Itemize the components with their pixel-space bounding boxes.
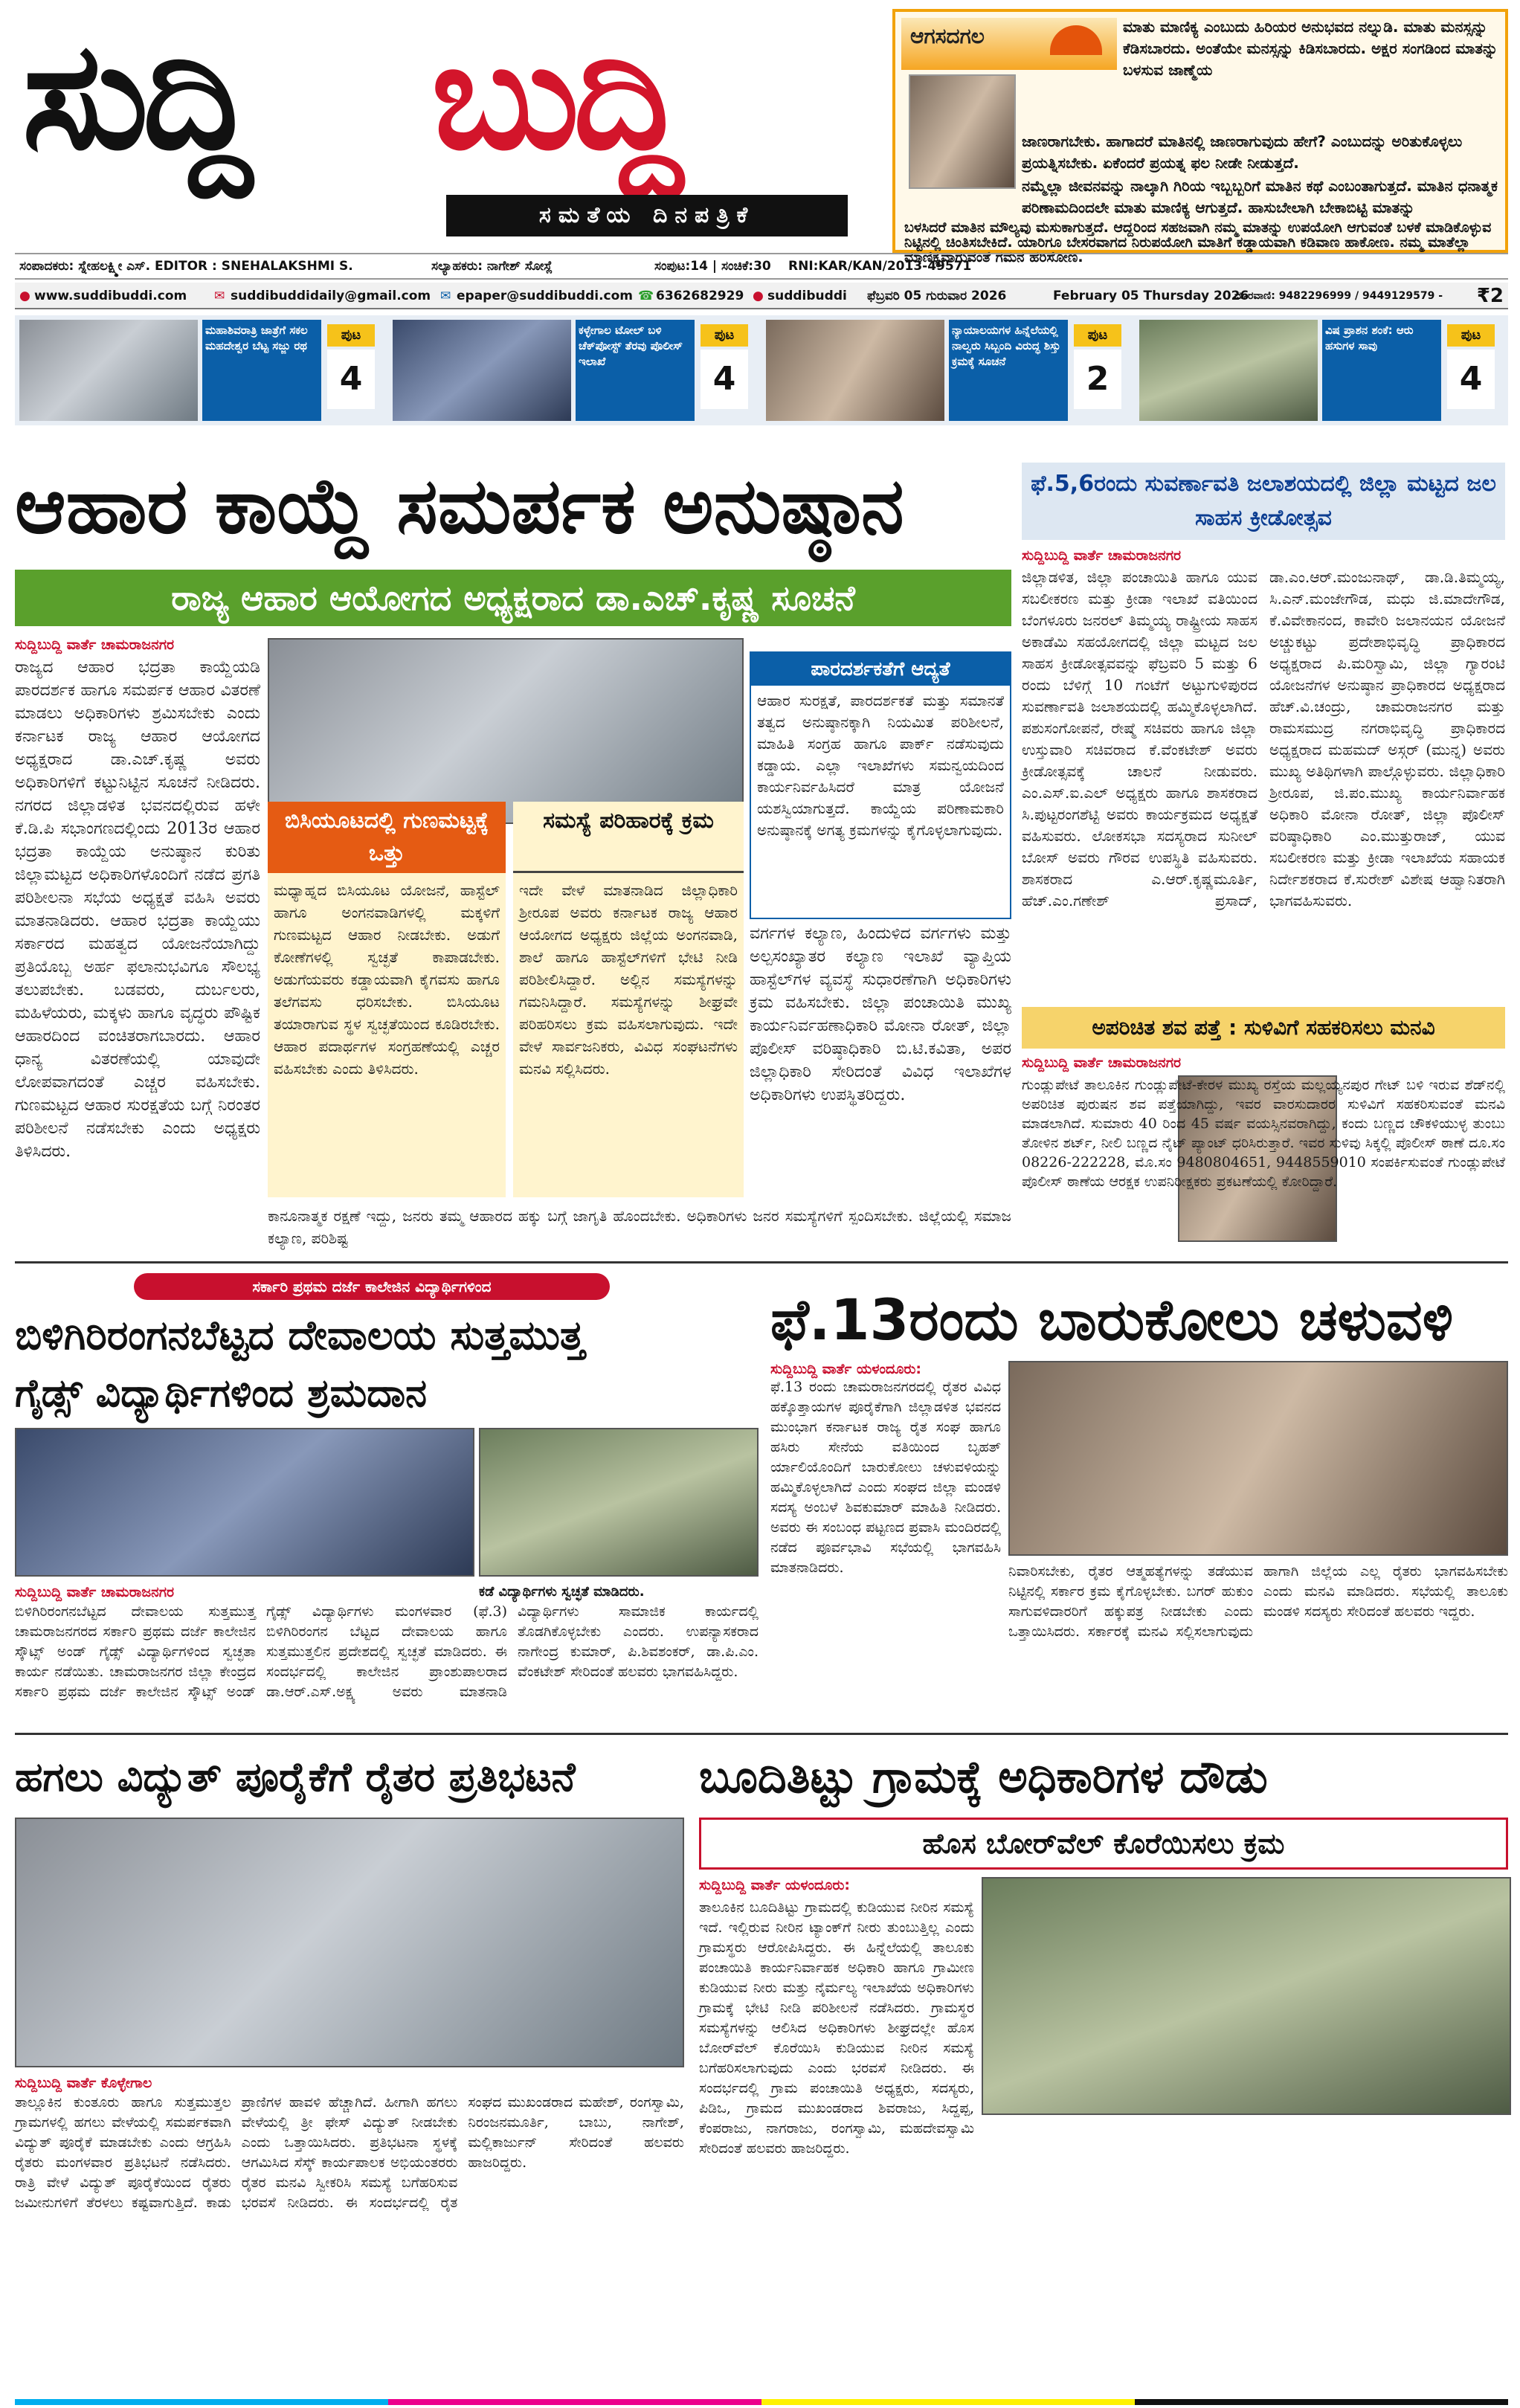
- rally-body-2: ನಿವಾರಿಸಬೇಕು, ರೈತರ ಆತ್ಮಹತ್ಯೆಗಳನ್ನು ತಡೆಯುವ ನಿಟ್ಟಿನಲ್ಲಿ ಸರ್ಕಾರ ಕ್ರಮ ಕೈಗೊಳ್ಳಬೇಕು. ಬಗರ್ ಹುಕುಂ ಸಾಗುವಳಿದಾರರಿಗೆ ಹಕ್ಕುಪತ್ರ ನೀಡಬೇಕು ಎಂದು ಒತ್ತಾಯಿಸಿದರು. ಸರ್ಕಾರಕ್ಕೆ ಮನವಿ ಸಲ್ಲಿಸಲಾಗುವುದು ಹಾಗಾಗಿ ಜಿಲ್ಲೆಯ ಎಲ್ಲ ರೈತರು ಭಾಗವಹಿಸಬೇಕು ಎಂದು ಮನವಿ ಮಾಡಿದರು. ಸಭೆಯಲ್ಲಿ ತಾಲೂಕು ಮಂಡಳಿ ಸದಸ್ಯರು ಸೇರಿದಂತೆ ಹಲವರು ಇದ್ದರು.: [1008, 1563, 1508, 1640]
- problem-box: [513, 802, 744, 1197]
- teaser-card[interactable]: [15, 320, 384, 421]
- unknown-headline: ಅಪರಿಚಿತ ಶವ ಪತ್ತೆ : ಸುಳಿವಿಗೆ ಸಹಕರಿಸಲು ಮನವಿ: [1022, 1007, 1505, 1049]
- thought-text-4: ಬಳಸಿದರೆ ಮಾತಿನ ಮೌಲ್ಯವು ಮಸುಕಾಗುತ್ತದೆ. ಆದ್ದರಿಂದ ಸಹಜವಾಗಿ ನಮ್ಮ ಮಾತನ್ನು ಉಪಯೋಗಿ ಆಗುವಂತೆ ಬಳಕೆ ಮಾಡಿಕೊಳ್ಳುವ ನಿಟ್ಟಿನಲ್ಲಿ ಚಿಂತಿಸಬೇಕಿದೆ. ಯಾರಿಗೂ ಬೇಸರವಾಗದ ನಿರುಪಯೋಗಿ ಮಾತಿಗೆ ಕಡ್ಡಾಯವಾಗಿ ಕಡಿವಾಣ ಹಾಕೋಣ. ನಮ್ಮ ಮಾತೆಲ್ಲಾ ಮಾಣಿಕ್ಯವಾಗುವಂತೆ ಗಮನ ಹರಿಸೋಣ.: [904, 219, 1492, 265]
- phone-icon: ☎: [638, 289, 654, 303]
- teaser-row: [15, 315, 1508, 425]
- date-en: February 05 Thursday 2026: [1053, 289, 1249, 303]
- problem-heading: ಸಮಸ್ಯೆ ಪರಿಹಾರಕ್ಕೆ ಕ್ರಮ: [513, 802, 744, 873]
- biligiri-photo-1: [15, 1428, 474, 1577]
- power-byline: ಸುದ್ದಿಬುದ್ದಿ ವಾರ್ತೆ ಕೊಳ್ಳೇಗಾಲ: [15, 2075, 152, 2091]
- tagline: ಸಮತೆಯ ದಿನಪತ್ರಿಕೆ: [446, 195, 848, 236]
- teaser-page-number: 4: [701, 350, 748, 409]
- thought-banner: [901, 18, 1117, 70]
- sports-headline: ಫೆ.5,6ರಂದು ಸುವರ್ಣಾವತಿ ಜಲಾಶಯದಲ್ಲಿ ಜಿಲ್ಲಾ ಮಟ್ಟದ ಜಲ ಸಾಹಸ ಕ್ರೀಡೋತ್ಸವ: [1022, 463, 1505, 540]
- lead-col-1: [15, 637, 260, 1254]
- lead-byline: ಸುದ್ದಿಬುದ್ದಿ ವಾರ್ತೆ ಚಾಮರಾಜನಗರ: [15, 637, 175, 653]
- section-divider: [15, 1261, 1508, 1263]
- issue-line: ಸಂಪುಟ:14 | ಸಂಚಿಕೆ:30: [654, 259, 771, 274]
- social-handle: suddibuddi: [767, 289, 847, 303]
- website-link[interactable]: www.suddibuddi.com: [34, 289, 187, 303]
- village-headline: ಬೂದಿತಿಟ್ಟು ಗ್ರಾಮಕ್ಕೆ ಅಧಿಕಾರಿಗಳ ದೌಡು: [699, 1751, 1268, 1803]
- teaser-text: ಮಹಾಶಿವರಾತ್ರಿ ಜಾತ್ರೆಗೆ ಸಕಲ ಮಹದೇಶ್ವರ ಬೆಟ್ಟ ಸಜ್ಜು ರಥ: [202, 320, 321, 421]
- lead-tail: ವರ್ಗಗಳ ಕಲ್ಯಾಣ, ಹಿಂದುಳಿದ ವರ್ಗಗಳು ಮತ್ತು ಅಲ್ಪಸಂಖ್ಯಾತರ ಕಲ್ಯಾಣ ಇಲಾಖೆ ವ್ಯಾಪ್ತಿಯ ಹಾಸ್ಟೆಲ್‌ಗಳ ವ್ಯವಸ್ಥೆ ಸುಧಾರಣೆಗಾಗಿ ಅಧಿಕಾರಿಗಳು ಕ್ರಮ ವಹಿಸಬೇಕು. ಜಿಲ್ಲಾ ಪಂಚಾಯಿತಿ ಮುಖ್ಯ ಕಾರ್ಯನಿರ್ವಹಣಾಧಿಕಾರಿ ಮೋನಾ ರೋತ್, ಜಿಲ್ಲಾ ಪೊಲೀಸ್ ವರಿಷ್ಠಾಧಿಕಾರಿ ಬಿ.ಟಿ.ಕವಿತಾ, ಅಪರ ಜಿಲ್ಲಾಧಿಕಾರಿ ಸೇರಿದಂತೆ ವಿವಿಧ ಇಲಾಖೆಗಳ ಅಧಿಕಾರಿಗಳು ಉಪಸ್ಥಿತರಿದ್ದರು.: [750, 924, 1011, 1104]
- village-byline: ಸುದ್ದಿಬುದ್ದಿ ವಾರ್ತೆ ಯಳಂದೂರು:: [699, 1877, 851, 1893]
- editor-line: ಸಂಪಾದಕರು: ಸ್ನೇಹಲಕ್ಷ್ಮೀ ಎಸ್. EDITOR : SNEHALAKSHMI S.: [19, 259, 353, 274]
- transparency-body: ಆಹಾರ ಸುರಕ್ಷತೆ, ಪಾರದರ್ಶಕತೆ ಮತ್ತು ಸಮಾನತೆ ತತ್ವದ ಅನುಷ್ಠಾನಕ್ಕಾಗಿ ನಿಯಮಿತ ಪರಿಶೀಲನೆ, ಮಾಹಿತಿ ಸಂಗ್ರಹ ಹಾಗೂ ಪಾರ್ಕ್ ನಡೆಸುವುದು ಕಡ್ಡಾಯ. ಎಲ್ಲಾ ಇಲಾಖೆಗಳು ಸಮನ್ವಯದಿಂದ ಕಾರ್ಯನಿರ್ವಹಿಸಿದರೆ ಮಾತ್ರ ಯೋಜನೆ ಯಶಸ್ವಿಯಾಗುತ್ತದೆ. ಕಾಯ್ದೆಯ ಪರಿಣಾಮಕಾರಿ ಅನುಷ್ಠಾನಕ್ಕೆ ಅಗತ್ಯ ಕ್ರಮಗಳನ್ನು ಕೈಗೊಳ್ಳಲಾಗುವುದು.: [757, 692, 1004, 839]
- biligiri-story: [15, 1584, 759, 1733]
- teaser-page-label: ಪುಟ: [327, 324, 375, 347]
- rally-photo: [1008, 1361, 1508, 1556]
- teaser-text: ಕಳ್ಳೇಗಾಲ ಟೋಲ್ ಬಳಿ ಚೆಕ್‌ಪೋಸ್ಟ್ ತೆರವು ಪೊಲೀಸ್ ಇಲಾಖೆ: [576, 320, 695, 421]
- lead-headline: ಆಹಾರ ಕಾಯ್ದೆ ಸಮರ್ಪಕ ಅನುಷ್ಠಾನ: [15, 460, 904, 551]
- biligiri-photo-2: [479, 1428, 759, 1577]
- globe-icon: ●: [19, 289, 30, 303]
- print-color-bar: [15, 2399, 1508, 2405]
- village-story: [699, 1877, 1508, 2395]
- unknown-byline: ಸುದ್ದಿಬುದ್ದಿ ವಾರ್ತೆ ಚಾಮರಾಜನಗರ: [1022, 1055, 1182, 1071]
- biligiri-body: ಬಿಳಿಗಿರಿರಂಗನಬೆಟ್ಟದ ದೇವಾಲಯ ಸುತ್ತಮುತ್ತ ಚಾಮರಾಜನಗರದ ಸರ್ಕಾರಿ ಪ್ರಥಮ ದರ್ಜೆ ಕಾಲೇಜಿನ ಸ್ಕೌಟ್ಸ್ ಅಂಡ್ ಗೈಡ್ಸ್ ವಿದ್ಯಾರ್ಥಿಗಳಿಂದ ಸ್ವಚ್ಛತಾ ಕಾರ್ಯ ನಡೆಯಿತು. ಚಾಮರಾಜನಗರ ಜಿಲ್ಲಾ ಕೇಂದ್ರದ ಸರ್ಕಾರಿ ಪ್ರಥಮ ದರ್ಜೆ ಕಾಲೇಜಿನ ಸ್ಕೌಟ್ಸ್ ಅಂಡ್ ಗೈಡ್ಸ್ ವಿದ್ಯಾರ್ಥಿಗಳು ಮಂಗಳವಾರ (ಫೆ.3) ಬಿಳಿಗಿರಿರಂಗನ ಬೆಟ್ಟದ ದೇವಾಲಯ ಹಾಗೂ ಸುತ್ತಮುತ್ತಲಿನ ಪ್ರದೇಶದಲ್ಲಿ ಸ್ವಚ್ಛತೆ ಮಾಡಿದರು. ಈ ಸಂದರ್ಭದಲ್ಲಿ ಕಾಲೇಜಿನ ಪ್ರಾಂಶುಪಾಲರಾದ ಡಾ.ಆರ್.ಎಸ್.ಅಕ್ಷ್ಯ ಅವರು ಮಾತನಾಡಿ ವಿದ್ಯಾರ್ಥಿಗಳು ಸಾಮಾಜಿಕ ಕಾರ್ಯದಲ್ಲಿ ತೊಡಗಿಕೊಳ್ಳಬೇಕು ಎಂದರು. ಉಪನ್ಯಾಸಕರಾದ ನಾಗೇಂದ್ರ ಕುಮಾರ್, ಪಿ.ಶಿವಶಂಕರ್, ಡಾ.ಪಿ.ಎಂ. ವೆಂಕಟೇಶ್ ಸೇರಿದಂತೆ ಹಲವರು ಭಾಗವಹಿಸಿದ್ದರು.: [15, 1603, 759, 1700]
- biligiri-byline: ಸುದ್ದಿಬುದ್ದಿ ವಾರ್ತೆ ಚಾಮರಾಜನಗರ: [15, 1584, 175, 1600]
- email-link[interactable]: suddibuddidaily@gmail.com: [231, 289, 431, 303]
- epaper-icon: ✉: [440, 289, 451, 303]
- thought-text-3: ನಮ್ಮೆಲ್ಲಾ ಜೀವನವನ್ನು ನಾಲ್ಕಾಗಿ ಗಿರಿಯ ಇಬ್ಬಬ್ಬರಿಗೆ ಮಾತಿನ ಕಥೆ ಎಂಬಂತಾಗುತ್ತದೆ. ಮಾತಿನ ಧನಾತ್ಮಕ ಪರಿಣಾಮದಿಂದಲೇ ಮಾತು ಮಾಣಿಕ್ಯ ಆಗುತ್ತದೆ. ಹಾಸುಬೇಲಾಗಿ ಬೇಕಾಬಿಟ್ಟಿ ಮಾತನ್ನು: [1022, 177, 1498, 216]
- editor-strip: [15, 253, 1508, 280]
- teaser-text: ನ್ಯಾಯಾಲಯಗಳ ಹಿನ್ನೆಲೆಯಲ್ಲಿ ನಾಲ್ವರು ಸಿಬ್ಬಂದಿ ವಿರುದ್ಧ ಶಿಸ್ತು ಕ್ರಮಕ್ಕೆ ಸೂಚನೆ: [949, 320, 1068, 421]
- teaser-page-number: 4: [1447, 350, 1495, 409]
- rally-byline: ಸುದ್ದಿಬುದ್ದಿ ವಾರ್ತೆ ಯಳಂದೂರು:: [770, 1361, 922, 1377]
- contact-phones: ದೂರವಾಣಿ: 9482296999 / 9449129579 -: [1234, 290, 1443, 302]
- lead-subhead: ರಾಜ್ಯ ಆಹಾರ ಆಯೋಗದ ಅಧ್ಯಕ್ಷರಾದ ಡಾ.ಎಚ್.ಕೃಷ್ಣ ಸೂಚನೆ: [15, 570, 1011, 626]
- transparency-heading: ಪಾರದರ್ಶಕತೆಗೆ ಆದ್ಯತೆ: [751, 653, 1010, 686]
- biligiri-headline-2: ಗೈಡ್ಸ್ ವಿದ್ಯಾರ್ಥಿಗಳಿಂದ ಶ್ರಮದಾನ: [15, 1371, 428, 1416]
- price: ₹2: [1476, 285, 1504, 307]
- mail-icon: ✉: [214, 289, 225, 303]
- thought-text-1: ಮಾತು ಮಾಣಿಕ್ಯ ಎಂಬುದು ಹಿರಿಯರ ಅನುಭವದ ನಲ್ನುಡಿ. ಮಾತು ಮನಸ್ಸನ್ನು ಕೆಡಿಸಬಾರದು. ಅಂತೆಯೇ ಮನಸ್ಸನ್ನು ಕಿಡಿಸಬಾರದು. ಅಕ್ಷರ ಸಂಗಡಿಂದ ಮಾತನ್ನು ಬಳಸುವ ಜಾಣ್ಮೆಯ: [1123, 18, 1498, 79]
- teaser-page-label: ಪುಟ: [701, 324, 748, 347]
- teaser-image: [1139, 320, 1318, 421]
- lead-foot: ಕಾನೂನಾತ್ಮಕ ರಕ್ಷಣೆ ಇದ್ದು, ಜನರು ತಮ್ಮ ಆಹಾರದ ಹಕ್ಕು ಬಗ್ಗೆ ಜಾಗೃತಿ ಹೊಂದಬೇಕು. ಅಧಿಕಾರಿಗಳು ಜನರ ಸಮಸ್ಯೆಗಳಿಗೆ ಸ್ಪಂದಿಸಬೇಕು. ಜಿಲ್ಲೆಯಲ್ಲಿ ಸಮಾಜ ಕಲ್ಯಾಣ, ಪರಿಶಿಷ್ಟ: [268, 1207, 1011, 1247]
- sports-story: [1022, 547, 1505, 994]
- epaper-link[interactable]: epaper@suddibuddi.com: [457, 289, 634, 303]
- teaser-card[interactable]: [1135, 320, 1504, 421]
- rally-body-1: ಫೆ.13 ರಂದು ಚಾಮರಾಜನಗರದಲ್ಲಿ ರೈತರ ವಿವಿಧ ಹಕ್ಕೊತ್ತಾಯಗಳ ಪೂರೈಕೆಗಾಗಿ ಜಿಲ್ಲಾಡಳಿತ ಭವನದ ಮುಂಭಾಗ ಕರ್ನಾಟಕ ರಾಜ್ಯ ರೈತ ಸಂಘ ಹಾಗೂ ಹಸಿರು ಸೇನೆಯ ವತಿಯಿಂದ ಬೃಹತ್ ರ್ಯಾಲಿಯೊಂದಿಗೆ ಬಾರುಕೋಲು ಚಳುವಳಿಯನ್ನು ಹಮ್ಮಿಕೊಳ್ಳಲಾಗಿದೆ ಎಂದು ಸಂಘದ ಜಿಲ್ಲಾ ಮಂಡಳಿ ಸದಸ್ಯ ಅಂಬಳೆ ಶಿವಕುಮಾರ್ ಮಾಹಿತಿ ನೀಡಿದರು. ಅವರು ಈ ಸಂಬಂಧ ಪಟ್ಟಣದ ಪ್ರವಾಸಿ ಮಂದಿರದಲ್ಲಿ ನಡೆದ ಪೂರ್ವಭಾವಿ ಸಭೆಯಲ್ಲಿ ಭಾಗವಹಿಸಿ ಮಾತನಾಡಿದರು.: [770, 1379, 1001, 1576]
- lead-body: ರಾಜ್ಯದ ಆಹಾರ ಭದ್ರತಾ ಕಾಯ್ದೆಯಡಿ ಪಾರದರ್ಶಕ ಹಾಗೂ ಸಮರ್ಪಕ ಆಹಾರ ವಿತರಣೆ ಮಾಡಲು ಅಧಿಕಾರಿಗಳು ಶ್ರಮಿಸಬೇಕು ಎಂದು ಕರ್ನಾಟಕ ರಾಜ್ಯ ಆಹಾರ ಆಯೋಗದ ಅಧ್ಯಕ್ಷರಾದ ಡಾ.ಎಚ್.ಕೃಷ್ಣ ಅವರು ಅಧಿಕಾರಿಗಳಿಗೆ ಕಟ್ಟುನಿಟ್ಟಿನ ಸೂಚನೆ ನೀಡಿದರು. ನಗರದ ಜಿಲ್ಲಾಡಳಿತ ಭವನದಲ್ಲಿರುವ ಹಳೇ ಕೆ.ಡಿ.ಪಿ ಸಭಾಂಗಣದಲ್ಲಿಂದು 2013ರ ಆಹಾರ ಭದ್ರತಾ ಕಾಯ್ದೆಯ ಅನುಷ್ಠಾನ ಕುರಿತು ಜಿಲ್ಲಾಮಟ್ಟದ ಅಧಿಕಾರಿಗಳೊಂದಿಗೆ ನಡೆದ ಪ್ರಗತಿ ಪರಿಶೀಲನಾ ಸಭೆಯ ಅಧ್ಯಕ್ಷತೆ ವಹಿಸಿ ಅವರು ಮಾತನಾಡಿದರು. ಆಹಾರ ಭದ್ರತಾ ಕಾಯ್ದೆಯು ಸರ್ಕಾರದ ಮಹತ್ವದ ಯೋಜನೆಯಾಗಿದ್ದು ಪ್ರತಿಯೊಬ್ಬ ಅರ್ಹ ಫಲಾನುಭವಿಗೂ ಸೌಲಭ್ಯ ತಲುಪಬೇಕು. ಬಡವರು, ದುರ್ಬಲರು, ಮಹಿಳೆಯರು, ಮಕ್ಕಳು ಹಾಗೂ ವೃದ್ಧರು ಪೌಷ್ಟಿಕ ಆಹಾರದಿಂದ ವಂಚಿತರಾಗಬಾರದು. ಆಹಾರ ಧಾನ್ಯ ವಿತರಣೆಯಲ್ಲಿ ಯಾವುದೇ ಲೋಪವಾಗದಂತೆ ಎಚ್ಚರ ವಹಿಸಬೇಕು. ಗುಣಮಟ್ಟದ ಆಹಾರ ಸುರಕ್ಷತೆಯ ಬಗ್ಗೆ ನಿರಂತರ ಪರಿಶೀಲನೆ ನಡೆಸಬೇಕು ಎಂದು ಅಧ್ಯಕ್ಷರು ತಿಳಿಸಿದರು.: [15, 658, 260, 1161]
- unknown-body: ಗುಂಡ್ಲುಪೇಟೆ ತಾಲೂಕಿನ ಗುಂಡ್ಲುಪೇಟೆ-ಕೇರಳ ಮುಖ್ಯ ರಸ್ತೆಯ ಮಲ್ಲಯ್ಯನಪುರ ಗೇಟ್ ಬಳಿ ಇರುವ ಶೆಡ್‌ನಲ್ಲಿ ಅಪರಿಚಿತ ಪುರುಷನ ಶವ ಪತ್ತೆಯಾಗಿದ್ದು, ಇವರ ವಾರಸುದಾರರ ಸುಳಿವಿಗೆ ಸಹಕರಿಸುವಂತೆ ಮನವಿ ಮಾಡಲಾಗಿದೆ. ಸುಮಾರು 40 ರಿಂದ 45 ವರ್ಷ ವಯಸ್ಸಿನವರಾಗಿದ್ದು, ಕಂದು ಬಣ್ಣದ ಚೌಕಳಿಯುಳ್ಳ ತುಂಬು ತೋಳಿನ ಶರ್ಟ್, ನೀಲಿ ಬಣ್ಣದ ನೈಟ್ ಪ್ಯಾಂಟ್ ಧರಿಸಿರುತ್ತಾರೆ. ಇವರ ಸುಳಿವು ಸಿಕ್ಕಲ್ಲಿ ಪೊಲೀಸ್ ಠಾಣೆ ದೂ.ಸಂ 08226-222228, ಮೊ.ಸಂ 9480804651, 9448559010 ಸಂಪರ್ಕಿಸುವಂತೆ ಗುಂಡ್ಲುಪೇಟೆ ಪೊಲೀಸ್ ಠಾಣೆಯ ಆರಕ್ಷಕ ಉಪನಿರೀಕ್ಷಕರು ಪ್ರಕಟಣೆಯಲ್ಲಿ ಕೋರಿದ್ದಾರೆ.: [1022, 1077, 1505, 1190]
- teaser-page-label: ಪುಟ: [1074, 324, 1121, 347]
- midday-body: ಮಧ್ಯಾಹ್ನದ ಬಿಸಿಯೂಟ ಯೋಜನೆ, ಹಾಸ್ಟೆಲ್ ಹಾಗೂ ಅಂಗನವಾಡಿಗಳಲ್ಲಿ ಮಕ್ಕಳಿಗೆ ಗುಣಮಟ್ಟದ ಆಹಾರ ನೀಡಬೇಕು. ಅಡುಗೆ ಕೋಣೆಗಳಲ್ಲಿ ಸ್ವಚ್ಛತೆ ಕಾಪಾಡಬೇಕು. ಅಡುಗೆಯವರು ಕಡ್ಡಾಯವಾಗಿ ಕೈಗವಸು ಹಾಗೂ ತಲೆಗವಸು ಧರಿಸಬೇಕು. ಬಿಸಿಯೂಟ ತಯಾರಾಗುವ ಸ್ಥಳ ಸ್ವಚ್ಛತೆಯಿಂದ ಕೂಡಿರಬೇಕು. ಆಹಾರ ಪದಾರ್ಥಗಳ ಸಂಗ್ರಹಣೆಯಲ್ಲಿ ಎಚ್ಚರ ವಹಿಸಬೇಕು ಎಂದು ತಿಳಿಸಿದರು.: [274, 881, 500, 1078]
- teaser-card[interactable]: [388, 320, 757, 421]
- teaser-card[interactable]: [761, 320, 1130, 421]
- sunset-icon: [1050, 25, 1102, 55]
- contact-strip: [15, 283, 1508, 309]
- midday-box: [268, 802, 506, 1197]
- biligiri-kicker: ಸರ್ಕಾರಿ ಪ್ರಥಮ ದರ್ಜೆ ಕಾಲೇಜಿನ ವಿದ್ಯಾರ್ಥಿಗಳಿಂದ: [134, 1273, 610, 1300]
- teaser-page-label: ಪುಟ: [1447, 324, 1495, 347]
- masthead-logo: [15, 0, 885, 245]
- power-headline: ಹಗಲು ವಿದ್ಯುತ್ ಪೂರೈಕೆಗೆ ರೈತರ ಪ್ರತಿಭಟನೆ: [15, 1754, 576, 1800]
- rni-line: RNI:KAR/KAN/2013-49571: [788, 259, 972, 274]
- manager-line: ಸಲ್ಯಾಹಕರು: ನಾಗೇಶ್ ಸೋಸ್ಲೆ: [431, 259, 553, 274]
- power-story: [15, 2075, 684, 2395]
- biligiri-headline-1: ಬಿಳಿಗಿರಿರಂಗನಬೆಟ್ಟದ ದೇವಾಲಯ ಸುತ್ತಮುತ್ತ: [15, 1312, 585, 1359]
- teaser-page-number: 4: [327, 350, 375, 409]
- thought-text-2: ಜಾಣರಾಗಬೇಕು. ಹಾಗಾದರೆ ಮಾತಿನಲ್ಲಿ ಜಾಣರಾಗುವುದು ಹೇಗೆ? ಎಂಬುದನ್ನು ಅರಿತುಕೊಳ್ಳಲು ಪ್ರಯತ್ನಿಸಬೇಕು. ಏಕೆಂದರೆ ಪ್ರಯತ್ನ ಫಲ ನೀಡೇ ನೀಡುತ್ತದೆ.: [1022, 132, 1463, 172]
- teaser-page-number: 2: [1074, 350, 1121, 409]
- teaser-image: [766, 320, 944, 421]
- biligiri-caption: ಕಡೆ ವಿದ್ಯಾರ್ಥಿಗಳು ಸ್ವಚ್ಛತೆ ಮಾಡಿದರು.: [479, 1584, 645, 1600]
- logo-right: ಬುದ್ದಿ: [431, 10, 677, 183]
- village-subhead: ಹೊಸ ಬೋರ್‌ವೆಲ್ ಕೊರೆಯಿಸಲು ಕ್ರಮ: [699, 1818, 1508, 1870]
- problem-body: ಇದೇ ವೇಳೆ ಮಾತನಾಡಿದ ಜಿಲ್ಲಾಧಿಕಾರಿ ಶ್ರೀರೂಪ ಅವರು ಕರ್ನಾಟಕ ರಾಜ್ಯ ಆಹಾರ ಆಯೋಗದ ಅಧ್ಯಕ್ಷರು ಜಿಲ್ಲೆಯ ಅಂಗನವಾಡಿ, ಶಾಲೆ ಹಾಗೂ ಹಾಸ್ಟೆಲ್‌ಗಳಿಗೆ ಭೇಟಿ ನೀಡಿ ಪರಿಶೀಲಿಸಿದ್ದಾರೆ. ಅಲ್ಲಿನ ಸಮಸ್ಯೆಗಳನ್ನು ಗಮನಿಸಿದ್ದಾರೆ. ಸಮಸ್ಯೆಗಳನ್ನು ಶೀಘ್ರವೇ ಪರಿಹರಿಸಲು ಕ್ರಮ ವಹಿಸಲಾಗುವುದು. ಇದೇ ವೇಳೆ ಸಾರ್ವಜನಿಕರು, ವಿವಿಧ ಸಂಘಟನೆಗಳು ಮನವಿ ಸಲ್ಲಿಸಿದರು.: [519, 881, 738, 1078]
- teaser-image: [19, 320, 198, 421]
- village-body: ತಾಲೂಕಿನ ಬೂದಿತಿಟ್ಟು ಗ್ರಾಮದಲ್ಲಿ ಕುಡಿಯುವ ನೀರಿನ ಸಮಸ್ಯೆ ಇದೆ. ಇಲ್ಲಿರುವ ನೀರಿನ ಟ್ಯಾಂಕ್‌ಗೆ ನೀರು ತುಂಬುತ್ತಿಲ್ಲ ಎಂದು ಗ್ರಾಮಸ್ಥರು ಆರೋಪಿಸಿದ್ದರು. ಈ ಹಿನ್ನೆಲೆಯಲ್ಲಿ ತಾಲೂಕು ಪಂಚಾಯಿತಿ ಕಾರ್ಯನಿರ್ವಾಹಕ ಅಧಿಕಾರಿ ಹಾಗೂ ಗ್ರಾಮೀಣ ಕುಡಿಯುವ ನೀರು ಮತ್ತು ನೈರ್ಮಲ್ಯ ಇಲಾಖೆಯ ಅಧಿಕಾರಿಗಳು ಗ್ರಾಮಕ್ಕೆ ಭೇಟಿ ನೀಡಿ ಪರಿಶೀಲನೆ ನಡೆಸಿದರು. ಗ್ರಾಮಸ್ಥರ ಸಮಸ್ಯೆಗಳನ್ನು ಆಲಿಸಿದ ಅಧಿಕಾರಿಗಳು ಶೀಘ್ರದಲ್ಲೇ ಹೊಸ ಬೋರ್‌ವೆಲ್ ಕೊರೆಯಿಸಿ ಕುಡಿಯುವ ನೀರಿನ ಸಮಸ್ಯೆ ಬಗೆಹರಿಸಲಾಗುವುದು ಎಂದು ಭರವಸೆ ನೀಡಿದರು. ಈ ಸಂದರ್ಭದಲ್ಲಿ ಗ್ರಾಮ ಪಂಚಾಯಿತಿ ಅಧ್ಯಕ್ಷರು, ಸದಸ್ಯರು, ಪಿಡಿಒ, ಗ್ರಾಮದ ಮುಖಂಡರಾದ ಶಿವರಾಜು, ಸಿದ್ದಪ್ಪ, ಕೆಂಪರಾಜು, ನಾಗರಾಜು, ರಂಗಸ್ವಾಮಿ, ಮಹದೇವಸ್ವಾಮಿ ಸೇರಿದಂತೆ ಹಲವರು ಹಾಜರಿದ್ದರು.: [699, 1899, 974, 2157]
- logo-left: ಸುದ್ದಿ: [22, 10, 247, 183]
- section-divider: [15, 1733, 1508, 1735]
- date-kn: ಫೆಬ್ರವರಿ 05 ಗುರುವಾರ 2026: [867, 289, 1007, 303]
- lead-photo: [268, 638, 744, 824]
- sports-body: ಜಿಲ್ಲಾಡಳಿತ, ಜಿಲ್ಲಾ ಪಂಚಾಯಿತಿ ಹಾಗೂ ಯುವ ಸಬಲೀಕರಣ ಮತ್ತು ಕ್ರೀಡಾ ಇಲಾಖೆ ವತಿಯಿಂದ ಬೆಂಗಳೂರು ಜನರಲ್ ತಿಮ್ಮಯ್ಯ ರಾಷ್ಟ್ರೀಯ ಸಾಹಸ ಅಕಾಡೆಮಿ ಸಹಯೋಗದಲ್ಲಿ ಜಿಲ್ಲಾ ಮಟ್ಟದ ಜಲ ಸಾಹಸ ಕ್ರೀಡೋತ್ಸವವನ್ನು ಫೆಬ್ರವರಿ 5 ಮತ್ತು 6 ರಂದು ಬೆಳಿಗ್ಗೆ 10 ಗಂಟೆಗೆ ಅಟ್ಟುಗುಳಿಪುರದ ಸುವರ್ಣಾವತಿ ಜಲಾಶಯದಲ್ಲಿ ಹಮ್ಮಿಕೊಳ್ಳಲಾಗಿದೆ. ಪಶುಸಂಗೋಪನೆ, ರೇಷ್ಮೆ ಸಚಿವರು ಹಾಗೂ ಜಿಲ್ಲಾ ಉಸ್ತುವಾರಿ ಸಚಿವರಾದ ಕೆ.ವೆಂಕಟೇಶ್ ಅವರು ಕ್ರೀಡೋತ್ಸವಕ್ಕೆ ಚಾಲನೆ ನೀಡುವರು. ಎಂ.ಎಸ್.ಐ.ಎಲ್ ಅಧ್ಯಕ್ಷರು ಹಾಗೂ ಶಾಸಕರಾದ ಸಿ.ಪುಟ್ಟರಂಗಶೆಟ್ಟಿ ಅವರು ಕಾರ್ಯಕ್ರಮದ ಅಧ್ಯಕ್ಷತೆ ವಹಿಸುವರು. ಲೋಕಸಭಾ ಸದಸ್ಯರಾದ ಸುನೀಲ್ ಬೋಸ್ ಅವರು ಗೌರವ ಉಪಸ್ಥಿತಿ ವಹಿಸುವರು. ಶಾಸಕರಾದ ಎ.ಆರ್.ಕೃಷ್ಣಮೂರ್ತಿ, ಹೆಚ್.ಎಂ.ಗಣೇಶ್ ಪ್ರಸಾದ್, ಡಾ.ಎಂ.ಆರ್.ಮಂಜುನಾಥ್, ಡಾ.ಡಿ.ತಿಮ್ಮಯ್ಯ, ಸಿ.ಎನ್.ಮಂಜೇಗೌಡ, ಮಧು ಜಿ.ಮಾದೇಗೌಡ, ಕೆ.ವಿವೇಕಾನಂದ, ಕಾವೇರಿ ಜಲಾನಯನ ಯೋಜನೆ ಅಚ್ಚುಕಟ್ಟು ಪ್ರದೇಶಾಭಿವೃದ್ಧಿ ಪ್ರಾಧಿಕಾರದ ಅಧ್ಯಕ್ಷರಾದ ಪಿ.ಮರಿಸ್ವಾಮಿ, ಜಿಲ್ಲಾ ಗ್ಯಾರಂಟಿ ಯೋಜನೆಗಳ ಅನುಷ್ಠಾನ ಪ್ರಾಧಿಕಾರದ ಅಧ್ಯಕ್ಷರಾದ ಹೆಚ್.ವಿ.ಚಂದ್ರು, ಚಾಮರಾಜನಗರ ಮತ್ತು ರಾಮಸಮುದ್ರ ನಗರಾಭಿವೃದ್ಧಿ ಪ್ರಾಧಿಕಾರದ ಅಧ್ಯಕ್ಷರಾದ ಮಹಮದ್ ಅಸ್ಗರ್ (ಮುನ್ನ) ಅವರು ಮುಖ್ಯ ಅತಿಥಿಗಳಾಗಿ ಪಾಲ್ಗೊಳ್ಳುವರು. ಜಿಲ್ಲಾಧಿಕಾರಿ ಶ್ರೀರೂಪ, ಜಿ.ಪಂ.ಮುಖ್ಯ ಕಾರ್ಯನಿರ್ವಾಹಕ ಅಧಿಕಾರಿ ಮೋನಾ ರೋತ್, ಜಿಲ್ಲಾ ಪೊಲೀಸ್ ವರಿಷ್ಠಾಧಿಕಾರಿ ಎಂ.ಮುತ್ತುರಾಜ್, ಯುವ ಸಬಲೀಕರಣ ಮತ್ತು ಕ್ರೀಡಾ ಇಲಾಖೆಯ ಸಹಾಯಕ ನಿರ್ದೇಶಕರಾದ ಕೆ.ಸುರೇಶ್ ವಿಶೇಷ ಆಹ್ವಾನಿತರಾಗಿ ಭಾಗವಹಿಸುವರು.: [1022, 568, 1505, 910]
- phone-number: 6362682929: [656, 289, 744, 303]
- sports-byline: ಸುದ್ದಿಬುದ್ದಿ ವಾರ್ತೆ ಚಾಮರಾಜನಗರ: [1022, 547, 1182, 564]
- village-photo: [982, 1877, 1511, 2115]
- teaser-text: ವಿಷ ಪ್ರಾಶನ ಶಂಕೆ: ಆರು ಹಸುಗಳ ಸಾವು: [1322, 320, 1441, 421]
- teaser-image: [393, 320, 571, 421]
- power-photo: [15, 1818, 684, 2067]
- unknown-story: [1022, 1055, 1505, 1252]
- rally-story-1: [770, 1361, 1001, 1725]
- thought-box: [892, 9, 1508, 265]
- rally-headline: ಫೆ.13ರಂದು ಬಾರುಕೋಲು ಚಳುವಳಿ: [770, 1287, 1454, 1353]
- midday-heading: ಬಿಸಿಯೂಟದಲ್ಲಿ ಗುಣಮಟ್ಟಕ್ಕೆ ಒತ್ತು: [268, 802, 506, 873]
- thought-label: ಆಗಸದಗಲ: [910, 24, 985, 48]
- social-icon: ●: [753, 289, 764, 303]
- thought-portrait: [909, 74, 1016, 189]
- power-body: ತಾಲ್ಲೂಕಿನ ಕುಂತೂರು ಹಾಗೂ ಸುತ್ತಮುತ್ತಲ ಗ್ರಾಮಗಳಲ್ಲಿ ಹಗಲು ವೇಳೆಯಲ್ಲಿ ಸಮರ್ಪಕವಾಗಿ ವಿದ್ಯುತ್ ಪೂರೈಕೆ ಮಾಡಬೇಕು ಎಂದು ಆಗ್ರಹಿಸಿ ರೈತರು ಮಂಗಳವಾರ ಪ್ರತಿಭಟನೆ ನಡೆಸಿದರು. ರಾತ್ರಿ ವೇಳೆ ವಿದ್ಯುತ್ ಪೂರೈಕೆಯಿಂದ ರೈತರು ಜಮೀನುಗಳಿಗೆ ತೆರಳಲು ಕಷ್ಟವಾಗುತ್ತಿದೆ. ಕಾಡು ಪ್ರಾಣಿಗಳ ಹಾವಳಿ ಹೆಚ್ಚಾಗಿದೆ. ಹೀಗಾಗಿ ಹಗಲು ವೇಳೆಯಲ್ಲಿ ತ್ರೀ ಫೇಸ್ ವಿದ್ಯುತ್ ನೀಡಬೇಕು ಎಂದು ಒತ್ತಾಯಿಸಿದರು. ಪ್ರತಿಭಟನಾ ಸ್ಥಳಕ್ಕೆ ಆಗಮಿಸಿದ ಸೆಸ್ಕ್ ಕಾರ್ಯಪಾಲಕ ಅಭಿಯಂತರರು ರೈತರ ಮನವಿ ಸ್ವೀಕರಿಸಿ ಸಮಸ್ಯೆ ಬಗೆಹರಿಸುವ ಭರವಸೆ ನೀಡಿದರು. ಈ ಸಂದರ್ಭದಲ್ಲಿ ರೈತ ಸಂಘದ ಮುಖಂಡರಾದ ಮಹೇಶ್, ರಂಗಸ್ವಾಮಿ, ನಿರಂಜನಮೂರ್ತಿ, ಬಾಬು, ನಾಗೇಶ್, ಮಲ್ಲಿಕಾರ್ಜುನ್ ಸೇರಿದಂತೆ ಹಲವರು ಹಾಜರಿದ್ದರು.: [15, 2094, 684, 2211]
- transparency-box: [750, 651, 1011, 919]
